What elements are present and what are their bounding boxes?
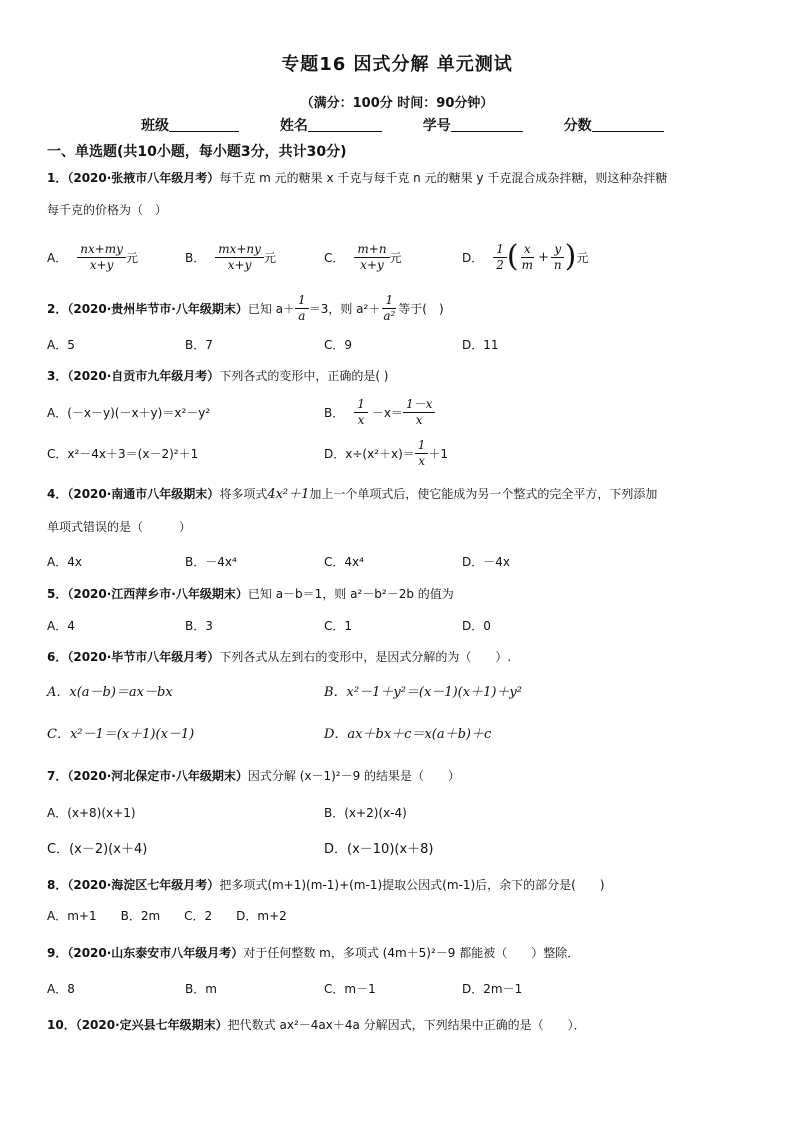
question-text: 下列各式从左到右的变形中，是因式分解的为（ ）. <box>219 649 512 664</box>
option-a[interactable]: A．4x <box>47 554 82 569</box>
question-3 <box>47 360 767 390</box>
options-row <box>47 395 767 429</box>
student-info-row <box>141 115 700 135</box>
option-b[interactable]: B．－4x⁴ <box>185 554 237 569</box>
option-a[interactable]: A．5 <box>47 337 75 352</box>
exam-meta: （满分：100分 时间：90分钟） <box>300 96 494 111</box>
options-row <box>47 675 767 705</box>
question-text: 每千克的价格为（ ） <box>47 203 168 217</box>
fraction: $\frac{m+n}{x+y}$ <box>354 242 389 273</box>
option-b[interactable]: B． $\frac{mx+ny}{x+y}$ 元 <box>185 241 276 272</box>
fraction: $\frac{nx+my}{x+y}$ <box>77 242 126 273</box>
question-text: 把多项式(m+1)(m-1)+(m-1)提取公因式(m-1)后，余下的部分是( ) <box>219 877 605 892</box>
question-8 <box>47 869 767 899</box>
option-b[interactable]: B． $\frac{1}{x}$ －x＝ $\frac{1-x}{x}$ <box>324 395 435 429</box>
option-b[interactable]: B．x²－1＋y²＝(x－1)(x＋1)＋y² <box>324 684 522 700</box>
option-d[interactable]: D．11 <box>462 337 499 352</box>
options-row <box>47 329 767 359</box>
option-a[interactable]: A．(x+8)(x+1) <box>47 805 136 820</box>
question-source: 4．（2020·南通市八年级期末） <box>47 487 220 501</box>
question-source: 6．（2020·毕节市八年级月考） <box>47 649 220 664</box>
option-a[interactable]: A．4 <box>47 618 75 633</box>
question-10 <box>47 1009 767 1039</box>
fraction: $\frac{x}{m}$ <box>521 241 533 272</box>
options-row <box>47 973 767 1003</box>
fraction: $\frac{y}{n}$ <box>551 242 565 273</box>
option-c[interactable]: C．1 <box>324 618 353 633</box>
score-label: 分数 <box>563 118 592 134</box>
fraction: $\frac{1}{x}$ <box>354 397 368 428</box>
option-d[interactable]: D．2m－1 <box>462 981 523 996</box>
option-a[interactable]: A．(－x－y)(－x＋y)＝x²－y² <box>47 405 211 420</box>
options-inline[interactable]: A．m+1 B．2m C．2 D．m+2 <box>47 908 287 923</box>
question-text: 把代数式 ax²－4ax＋4a 分解因式，下列结果中正确的是（ ）． <box>227 1017 586 1032</box>
options-row <box>47 546 767 576</box>
question-source: 1．（2020·张掖市八年级月考） <box>47 171 220 185</box>
question-9 <box>47 937 767 967</box>
option-d[interactable]: D．－4x <box>462 554 510 569</box>
options-row <box>47 610 767 640</box>
option-a[interactable]: A．8 <box>47 981 75 996</box>
fraction: $\frac{1}{x}$ <box>415 438 429 469</box>
question-source: 5．（2020·江西萍乡市·八年级期末） <box>47 586 248 601</box>
student-id-blank[interactable] <box>451 117 523 132</box>
option-d[interactable]: D． $\frac{1}{2}$ ( $\frac{x}{m}$ + $\frac{y}{n}$ ) 元 <box>462 239 589 274</box>
name-label: 姓名 <box>279 118 308 134</box>
question-source: 10．（2020·定兴县七年级期末） <box>47 1017 228 1032</box>
option-c[interactable]: C．x²－4x＋3＝(x－2)²＋1 <box>47 446 199 461</box>
fraction: $\frac{1}{a}$ <box>295 293 309 324</box>
option-d[interactable]: D．ax＋bx＋c＝x(a＋b)＋c <box>324 726 492 742</box>
option-c[interactable]: C． $\frac{m+n}{x+y}$ 元 <box>324 241 402 272</box>
option-b[interactable]: B．(x+2)(x-4) <box>324 805 407 820</box>
question-4: 4．（2020·南通市八年级期末）将多项式4x²＋1加上一个单项式后，使它能成为另一个整式的完全平方，下列添加 单项式错误的是（ ） <box>47 487 658 534</box>
option-b[interactable]: B．3 <box>185 618 213 633</box>
question-source: 9．（2020·山东泰安市八年级月考） <box>47 945 244 960</box>
option-d[interactable]: D．0 <box>462 618 491 633</box>
question-5 <box>47 578 767 608</box>
question-text: 下列各式的变形中，正确的是( ) <box>219 368 389 383</box>
student-id-label: 学号 <box>422 118 451 134</box>
fraction: $\frac{1}{\text{a²}}$ <box>383 292 396 323</box>
options-row <box>47 797 767 827</box>
question-text: 每千克 m 元的糖果 x 千克与每千克 n 元的糖果 y 千克混合成杂拌糖，则这种杂拌糖 <box>219 171 668 185</box>
question-text: 因式分解 (x－1)²－9 的结果是（ ） <box>247 768 461 783</box>
fraction: $\frac{1-x}{x}$ <box>403 397 435 428</box>
question-6 <box>47 641 767 671</box>
question-7 <box>47 760 767 790</box>
options-row <box>47 832 767 862</box>
option-a[interactable]: A．x(a－b)＝ax－bx <box>47 684 173 700</box>
class-label: 班级 <box>141 118 169 134</box>
question-text: 已知 a－b＝1，则 a²－b²－2b 的值为 <box>247 586 454 601</box>
page-title: 专题16 因式分解 单元测试 <box>281 54 513 75</box>
question-text: 对于任何整数 m，多项式 (4m＋5)²－9 都能被（ ）整除． <box>243 945 580 960</box>
option-c[interactable]: C．9 <box>324 337 353 352</box>
options-row <box>47 900 767 930</box>
question-source: 7．（2020·河北保定市·八年级期末） <box>47 768 248 783</box>
question-2: 2．（2020·贵州毕节市·八年级期末） 已知 a＋ $\frac{1}{a}$ ＝3，则 a²＋ $\frac{1}{\text{a²}}$ 等于( ) <box>47 292 444 323</box>
option-d[interactable]: D．(x－10)(x＋8) <box>324 841 434 857</box>
question-source: 3．（2020·自贡市九年级月考） <box>47 368 220 383</box>
math-expression: 4x²＋1 <box>267 487 310 502</box>
fraction: $\frac{mx+ny}{x+y}$ <box>215 242 264 273</box>
options-row <box>47 436 767 470</box>
option-b[interactable]: B．m <box>185 981 217 996</box>
name-blank[interactable] <box>308 117 382 132</box>
score-blank[interactable] <box>592 117 664 132</box>
option-b[interactable]: B．7 <box>185 337 213 352</box>
option-c[interactable]: C．4x⁴ <box>324 554 364 569</box>
question-source: 8．（2020·海淀区七年级月考） <box>47 877 220 892</box>
options-row <box>47 241 767 273</box>
option-c[interactable]: C．(x－2)(x＋4) <box>47 841 148 857</box>
option-a[interactable]: A． $\frac{nx+my}{x+y}$ 元 <box>47 241 138 272</box>
question-source: 2．（2020·贵州毕节市·八年级期末） <box>47 301 248 316</box>
options-row <box>47 717 767 747</box>
fraction: $\frac{1}{2}$ <box>493 242 507 273</box>
section-heading: 一、单选题(共10小题，每小题3分，共计30分) <box>47 144 347 160</box>
option-c[interactable]: C．x²－1＝(x＋1)(x－1) <box>47 726 195 742</box>
question-1 <box>47 162 767 226</box>
class-blank[interactable] <box>169 117 239 132</box>
option-c[interactable]: C．m－1 <box>324 981 376 996</box>
option-d[interactable]: D．x÷(x²＋x)＝ $\frac{1}{x}$ ＋1 <box>324 437 449 468</box>
